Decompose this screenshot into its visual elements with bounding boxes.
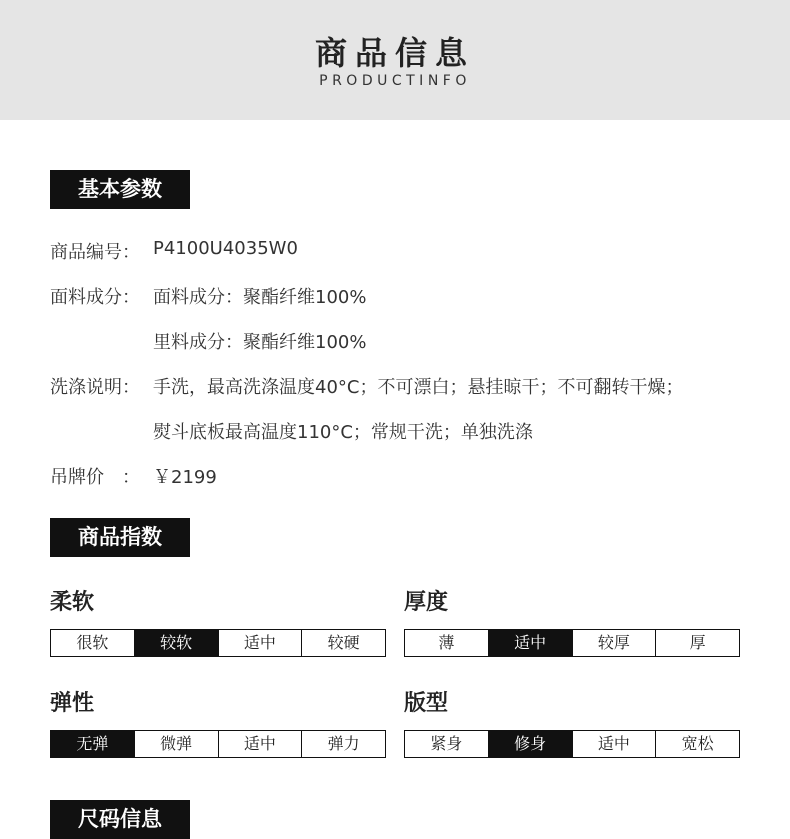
- index-option: 适中: [218, 731, 302, 757]
- index-title-thickness: 厚度: [404, 590, 449, 615]
- index-option: 适中: [488, 630, 572, 656]
- index-title-fit: 版型: [404, 691, 449, 716]
- param-value-wash-line2: 熨斗底板最高温度110°C；常规干洗；单独洗涤: [153, 422, 533, 443]
- index-option: 微弹: [134, 731, 218, 757]
- param-row-price: [0, 463, 790, 487]
- param-value-material-lining: 里料成分：聚酯纤维100%: [153, 332, 367, 353]
- index-option: 较硬: [301, 630, 385, 656]
- section-basic-params: 基本参数: [50, 170, 190, 209]
- index-option: 适中: [218, 630, 302, 656]
- param-row-wash: [0, 373, 790, 397]
- index-title-softness: 柔软: [50, 590, 95, 615]
- param-label-wash: 洗涤说明：: [50, 377, 140, 398]
- index-option: 弹力: [301, 731, 385, 757]
- index-scale-fit: [404, 730, 740, 758]
- param-row-material: [0, 283, 790, 307]
- param-label-price: 吊牌价 ：: [50, 467, 140, 488]
- param-value-material-outer: 面料成分：聚酯纤维100%: [153, 287, 367, 308]
- index-option: 厚: [655, 630, 739, 656]
- param-row-wash-2: [0, 418, 790, 442]
- param-value-wash-line1: 手洗，最高洗涤温度40°C；不可漂白；悬挂晾干；不可翻转干燥；: [153, 377, 684, 398]
- index-scale-thickness: [404, 629, 740, 657]
- param-row-lining: [0, 328, 790, 352]
- index-option: 适中: [572, 731, 656, 757]
- section-product-index: 商品指数: [50, 518, 190, 557]
- index-option: 修身: [488, 731, 572, 757]
- page-subtitle: PRODUCTINFO: [319, 73, 471, 89]
- index-option: 宽松: [655, 731, 739, 757]
- index-scale-softness: [50, 629, 386, 657]
- index-option: 无弹: [51, 731, 134, 757]
- index-option: 紧身: [430, 734, 463, 753]
- index-option: 较厚: [572, 630, 656, 656]
- param-value-code: P4100U4035W0: [153, 238, 298, 259]
- param-label-code: 商品编号：: [50, 242, 140, 263]
- param-row-code: [0, 238, 790, 262]
- index-scale-elasticity: [50, 730, 386, 758]
- index-option: 很软: [76, 633, 109, 652]
- header-banner: [0, 0, 790, 120]
- index-title-elasticity: 弹性: [50, 691, 95, 716]
- index-option: 较软: [134, 630, 218, 656]
- index-option: 薄: [438, 633, 455, 652]
- page-title: 商品信息: [314, 34, 475, 72]
- section-size-info: 尺码信息: [50, 800, 190, 839]
- param-label-material: 面料成分：: [50, 287, 140, 308]
- param-value-price: ￥2199: [153, 467, 217, 488]
